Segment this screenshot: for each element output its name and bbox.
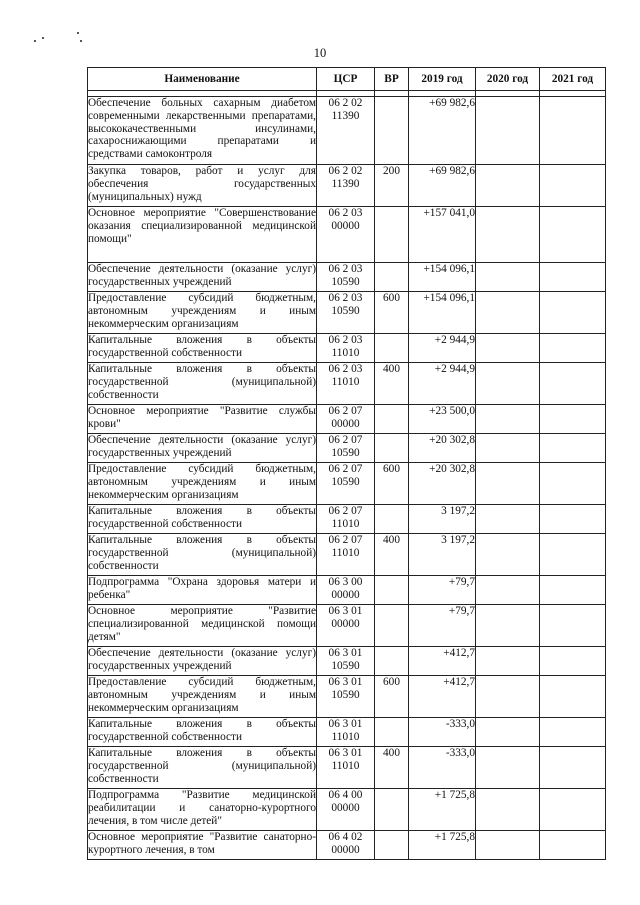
row-csr: 06 2 07 11010	[317, 505, 375, 534]
row-csr: 06 2 02 11390	[317, 97, 375, 165]
row-2020	[476, 789, 540, 831]
row-2020	[476, 534, 540, 576]
row-2019: +20 302,8	[409, 434, 476, 463]
row-2021	[540, 676, 606, 718]
row-2019: +2 944,9	[409, 334, 476, 363]
header-2021: 2021 год	[540, 68, 606, 91]
table-row	[88, 718, 606, 747]
row-name: Капитальные вложения в объекты государственной (муниципальной) собственности	[88, 363, 317, 405]
row-name: Обеспечение деятельности (оказание услуг) государственных учреждений	[88, 434, 317, 463]
table-row	[88, 207, 606, 263]
row-vr	[375, 263, 409, 292]
row-2020	[476, 207, 540, 263]
table-row	[88, 605, 606, 647]
row-csr: 06 3 00 00000	[317, 576, 375, 605]
row-vr: 600	[375, 676, 409, 718]
row-csr: 06 2 03 11010	[317, 334, 375, 363]
table-row	[88, 747, 606, 789]
row-csr: 06 2 03 11010	[317, 363, 375, 405]
row-name: Предоставление субсидий бюджетным, автономным учреждениям и иным некоммерческим организациям	[88, 292, 317, 334]
row-2020	[476, 647, 540, 676]
row-2021	[540, 831, 606, 860]
row-csr: 06 2 02 11390	[317, 165, 375, 207]
row-vr	[375, 334, 409, 363]
row-2020	[476, 434, 540, 463]
row-2021	[540, 405, 606, 434]
header-vr: ВР	[375, 68, 409, 91]
row-2021	[540, 505, 606, 534]
row-2019: +69 982,6	[409, 165, 476, 207]
header-csr: ЦСР	[317, 68, 375, 91]
row-csr: 06 3 01 11010	[317, 718, 375, 747]
row-2019: +157 041,0	[409, 207, 476, 263]
row-csr: 06 3 01 00000	[317, 605, 375, 647]
row-name: Основное мероприятие "Развитие специализированной медицинской помощи детям"	[88, 605, 317, 647]
row-2019: +79,7	[409, 576, 476, 605]
table-row	[88, 292, 606, 334]
row-2021	[540, 263, 606, 292]
row-2019: +412,7	[409, 676, 476, 718]
row-2021	[540, 789, 606, 831]
row-csr: 06 4 02 00000	[317, 831, 375, 860]
row-2019: -333,0	[409, 718, 476, 747]
table-row	[88, 676, 606, 718]
row-vr	[375, 605, 409, 647]
row-name: Капитальные вложения в объекты государственной (муниципальной) собственности	[88, 747, 317, 789]
table-row	[88, 463, 606, 505]
row-vr: 600	[375, 292, 409, 334]
table-row	[88, 576, 606, 605]
table-row	[88, 263, 606, 292]
row-csr: 06 3 01 10590	[317, 676, 375, 718]
row-vr	[375, 434, 409, 463]
row-2021	[540, 292, 606, 334]
row-csr: 06 2 07 00000	[317, 405, 375, 434]
row-vr	[375, 97, 409, 165]
row-2020	[476, 747, 540, 789]
row-2021	[540, 605, 606, 647]
row-name: Основное мероприятие "Совершенствование оказания специализированной медицинской помощи"	[88, 207, 317, 263]
table-row	[88, 434, 606, 463]
row-2021	[540, 165, 606, 207]
row-2019: 3 197,2	[409, 505, 476, 534]
row-2021	[540, 576, 606, 605]
row-2020	[476, 292, 540, 334]
row-2019: 3 197,2	[409, 534, 476, 576]
row-vr: 600	[375, 463, 409, 505]
row-2019: +154 096,1	[409, 263, 476, 292]
row-name: Обеспечение больных сахарным диабетом современными лекарственными препаратами, высококачественными инсулинами, сахароснижающими препаратами и средствами самоконтроля	[88, 97, 317, 165]
row-vr: 400	[375, 747, 409, 789]
row-csr: 06 3 01 11010	[317, 747, 375, 789]
row-2020	[476, 718, 540, 747]
row-2020	[476, 605, 540, 647]
row-name: Основное мероприятие "Развитие санаторно-курортного лечения, в том	[88, 831, 317, 860]
row-2020	[476, 505, 540, 534]
row-2020	[476, 363, 540, 405]
table-row	[88, 789, 606, 831]
row-csr: 06 2 03 10590	[317, 263, 375, 292]
row-2019: -333,0	[409, 747, 476, 789]
row-2019: +69 982,6	[409, 97, 476, 165]
table-row	[88, 334, 606, 363]
row-2020	[476, 97, 540, 165]
row-vr	[375, 207, 409, 263]
page-number: 10	[313, 46, 327, 60]
header-2019: 2019 год	[409, 68, 476, 91]
row-2021	[540, 747, 606, 789]
row-2019: +1 725,8	[409, 831, 476, 860]
row-2021	[540, 434, 606, 463]
row-2019: +20 302,8	[409, 463, 476, 505]
row-name: Капитальные вложения в объекты государственной собственности	[88, 334, 317, 363]
row-2019: +154 096,1	[409, 292, 476, 334]
row-2021	[540, 647, 606, 676]
row-name: Основное мероприятие "Развитие службы крови"	[88, 405, 317, 434]
row-csr: 06 2 07 10590	[317, 434, 375, 463]
row-2019: +412,7	[409, 647, 476, 676]
row-vr	[375, 505, 409, 534]
row-2021	[540, 463, 606, 505]
row-2019: +23 500,0	[409, 405, 476, 434]
row-2020	[476, 576, 540, 605]
table-row	[88, 505, 606, 534]
table-row	[88, 405, 606, 434]
row-2020	[476, 165, 540, 207]
row-name: Подпрограмма "Развитие медицинской реабилитации и санаторно-курортного лечения, в том числе детей"	[88, 789, 317, 831]
row-name: Капитальные вложения в объекты государственной собственности	[88, 718, 317, 747]
row-2019: +79,7	[409, 605, 476, 647]
header-name: Наименование	[88, 68, 317, 91]
row-csr: 06 2 03 10590	[317, 292, 375, 334]
row-2021	[540, 718, 606, 747]
row-2020	[476, 463, 540, 505]
row-csr: 06 2 07 10590	[317, 463, 375, 505]
row-vr	[375, 405, 409, 434]
row-vr	[375, 576, 409, 605]
table-row	[88, 97, 606, 165]
row-2019: +2 944,9	[409, 363, 476, 405]
row-vr: 200	[375, 165, 409, 207]
row-2021	[540, 97, 606, 165]
table-row	[88, 831, 606, 860]
row-csr: 06 4 00 00000	[317, 789, 375, 831]
row-csr: 06 3 01 10590	[317, 647, 375, 676]
row-vr: 400	[375, 363, 409, 405]
row-2020	[476, 263, 540, 292]
header-2020: 2020 год	[476, 68, 540, 91]
row-2020	[476, 676, 540, 718]
row-2019: +1 725,8	[409, 789, 476, 831]
row-name: Обеспечение деятельности (оказание услуг) государственных учреждений	[88, 263, 317, 292]
row-2021	[540, 363, 606, 405]
row-2021	[540, 534, 606, 576]
table-row	[88, 534, 606, 576]
row-vr: 400	[375, 534, 409, 576]
table-row	[88, 647, 606, 676]
row-vr	[375, 647, 409, 676]
row-name: Обеспечение деятельности (оказание услуг) государственных учреждений	[88, 647, 317, 676]
row-2021	[540, 207, 606, 263]
row-name: Капитальные вложения в объекты государственной собственности	[88, 505, 317, 534]
table-row	[88, 165, 606, 207]
row-vr	[375, 789, 409, 831]
row-name: Предоставление субсидий бюджетным, автономным учреждениям и иным некоммерческим организациям	[88, 676, 317, 718]
row-2020	[476, 405, 540, 434]
row-name: Предоставление субсидий бюджетным, автономным учреждениям и иным некоммерческим организациям	[88, 463, 317, 505]
row-vr	[375, 831, 409, 860]
row-2020	[476, 334, 540, 363]
table-row	[88, 363, 606, 405]
row-2020	[476, 831, 540, 860]
table-header-row	[88, 68, 606, 91]
row-2021	[540, 334, 606, 363]
row-csr: 06 2 07 11010	[317, 534, 375, 576]
row-name: Подпрограмма "Охрана здоровья матери и ребенка"	[88, 576, 317, 605]
row-vr	[375, 718, 409, 747]
row-name: Капитальные вложения в объекты государственной (муниципальной) собственности	[88, 534, 317, 576]
budget-table	[87, 67, 606, 860]
row-name: Закупка товаров, работ и услуг для обеспечения государственных (муниципальных) нужд	[88, 165, 317, 207]
row-csr: 06 2 03 00000	[317, 207, 375, 263]
